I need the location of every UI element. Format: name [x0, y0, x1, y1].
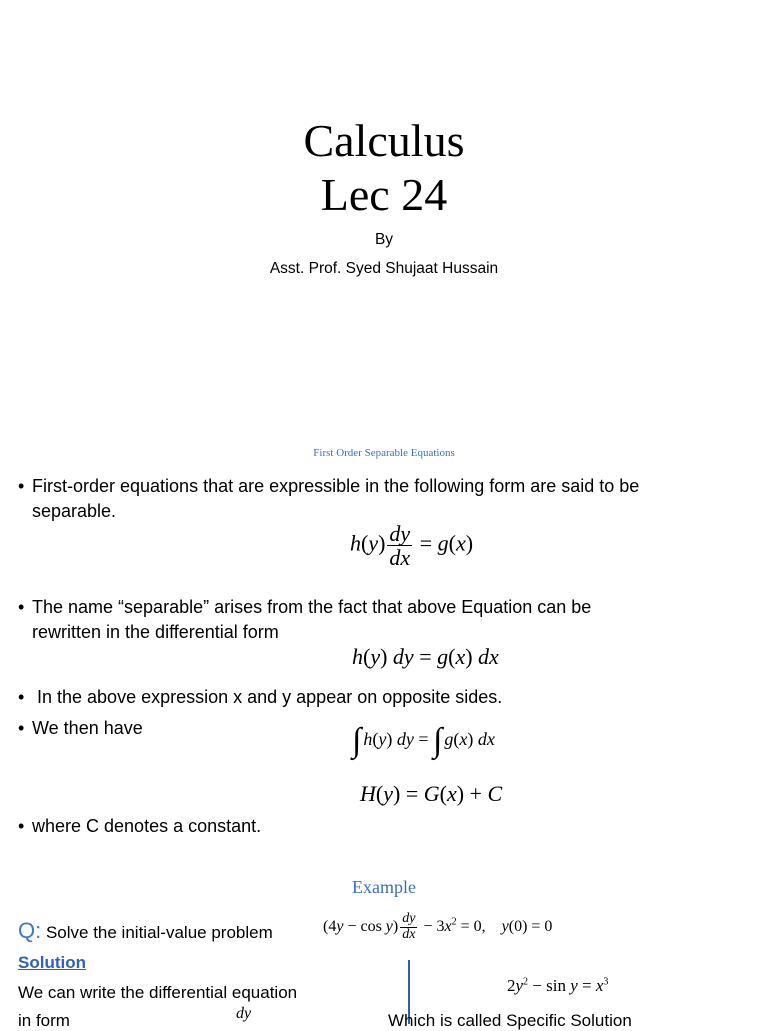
bullet-text: The name “separable” arises from the fact that above Equation can be [32, 597, 592, 617]
bullet-dot: • [18, 687, 25, 707]
bullet-text: In the above expression x and y appear on opposite sides. [32, 687, 503, 707]
question-label: Q: [18, 918, 42, 943]
example-heading: Example [352, 877, 416, 897]
bullet-dot: • [18, 597, 25, 617]
in-form-text: in form [18, 1011, 70, 1030]
equation-antiderivative: H(y) = G(x) + C [360, 781, 503, 806]
equation-separable-form: h(y) $\frac{dy}{dx}$ = g(x) [350, 521, 474, 571]
bullet-dot: • [18, 476, 25, 496]
bullet-constant [18, 814, 738, 839]
bullet-text: where C denotes a constant. [32, 816, 262, 836]
slide-title [0, 114, 768, 222]
title-line-2: Lec 24 [320, 169, 448, 220]
bullet-text: We then have [32, 718, 143, 738]
bullet-separable-definition [18, 474, 738, 524]
title-line-1: Calculus [303, 115, 465, 166]
question-line [18, 918, 273, 944]
integral-sign: ∫ [432, 722, 443, 759]
equation-specific-solution: $2y^2 - \sin y = x^3$ [507, 976, 609, 995]
solution-text: We can write the differential equation [18, 983, 298, 1002]
bullet-text-cont: separable. [32, 501, 117, 521]
question-text: Solve the initial-value problem [41, 923, 273, 942]
bullet-dot: • [18, 816, 25, 836]
byline-by: By [374, 231, 394, 248]
bullet-dot: • [18, 718, 25, 738]
bullet-text: First-order equations that are expressible in the following form are said to be [32, 476, 640, 496]
integral-sign: ∫ [352, 722, 362, 759]
section-heading: First Order Separable Equations [313, 447, 455, 459]
byline-author: Asst. Prof. Syed Shujaat Hussain [269, 260, 499, 277]
bullet-text-cont: rewritten in the differential form [32, 622, 279, 642]
bullet-name-origin [18, 595, 738, 645]
specific-solution-text: Which is called Specific Solution [388, 1011, 632, 1030]
equation-differential-form: h(y) dy = g(x) dx [352, 644, 499, 669]
equation-ivp: (4y − cos y) $\frac{dy}{dx}$ − $3x^2 = 0$, y(0) = 0 [323, 911, 553, 942]
equation-cutoff-dy: dy [236, 1005, 252, 1022]
solution-label: Solution [18, 953, 86, 972]
bullet-opposite-sides [18, 685, 738, 710]
equation-integral: ∫ h(y) dy = ∫ g(x) dx [352, 722, 495, 759]
